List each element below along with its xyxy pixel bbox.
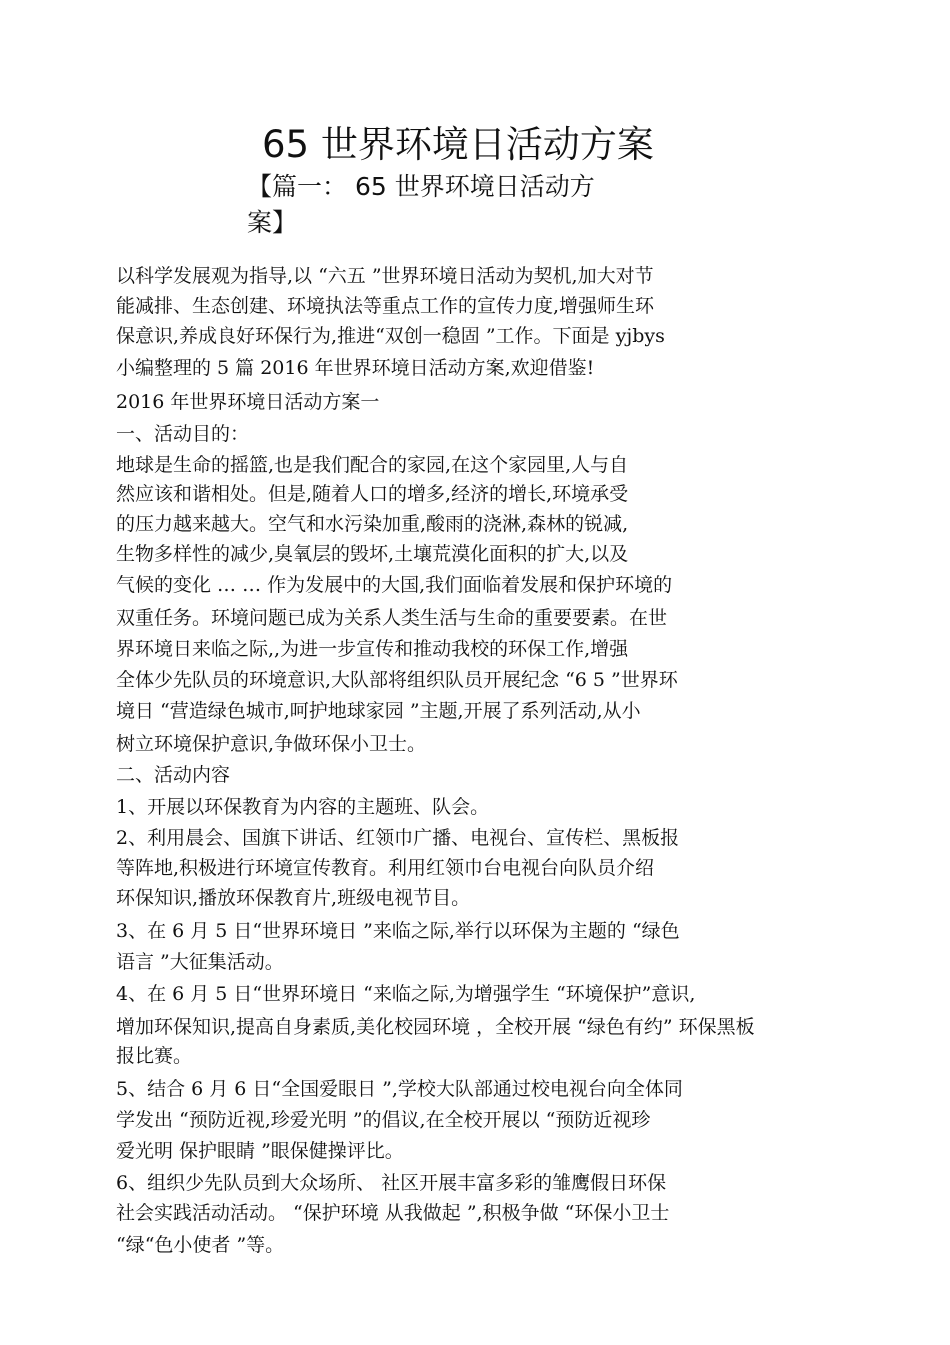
text-line: 增加环保知识,提高自身素质,美化校园环境 ，全校开展 “绿色有约” 环保黑板 (116, 1016, 755, 1038)
section-heading: 一、活动目的： (116, 423, 250, 445)
document-subtitle-continued: 案】 (247, 208, 298, 237)
text-line: 能减排、生态创建、环境执法等重点工作的宣传力度,增强师生环 (116, 295, 655, 317)
document-title: 65 世界环境日活动方案 (262, 123, 654, 166)
text-line: 小编整理的 5 篇 2016 年世界环境日活动方案,欢迎借鉴! (116, 357, 595, 379)
list-item: 6、组织少先队员到大众场所、 社区开展丰富多彩的雏鹰假日环保 (116, 1172, 667, 1194)
text-line: 环保知识,播放环保教育片,班级电视节目。 (116, 887, 471, 909)
document-subtitle: 【篇一： 65 世界环境日活动方 (247, 172, 595, 201)
text-line: 气候的变化 … … 作为发展中的大国,我们面临着发展和保护环境的 (116, 574, 673, 596)
list-item: 1、开展以环保教育为内容的主题班、队会。 (116, 796, 490, 818)
text-line: 树立环境保护意识,争做环保小卫士。 (116, 733, 427, 755)
text-line: 等阵地,积极进行环境宣传教育。利用红领巾台电视台向队员介绍 (116, 857, 655, 879)
section-heading: 二、活动内容 (116, 764, 231, 786)
text-line: 学发出 “预防近视,珍爱光明 ”的倡议,在全校开展以 “预防近视珍 (116, 1109, 651, 1131)
list-item: 2、利用晨会、国旗下讲话、红领巾广播、电视台、宣传栏、黑板报 (116, 827, 680, 849)
text-line: 社会实践活动活动。 “保护环境 从我做起 ”,积极争做 “环保小卫士 (116, 1202, 670, 1224)
section-heading: 2016 年世界环境日活动方案一 (116, 391, 380, 413)
text-line: 界环境日来临之际,,为进一步宣传和推动我校的环保工作,增强 (116, 638, 629, 660)
text-line: 生物多样性的减少,臭氧层的毁坏,土壤荒漠化面积的扩大,以及 (116, 543, 629, 565)
text-line: 然应该和谐相处。但是,随着人口的增多,经济的增长,环境承受 (116, 483, 629, 505)
text-line: 地球是生命的摇篮,也是我们配合的家园,在这个家园里,人与自 (116, 454, 629, 476)
text-line: 双重任务。环境问题已成为关系人类生活与生命的重要要素。在世 (116, 607, 668, 629)
text-line: 爱光明 保护眼睛 ”眼保健操评比。 (116, 1140, 404, 1162)
list-item: 5、结合 6 月 6 日“全国爱眼日 ”,学校大队部通过校电视台向全体同 (116, 1078, 683, 1100)
text-line: 报比赛。 (116, 1045, 193, 1067)
list-item: 4、在 6 月 5 日“世界环境日 “来临之际,为增强学生 “环境保护”意识, (116, 983, 696, 1005)
text-line: 全体少先队员的环境意识,大队部将组织队员开展纪念 “6 5 ”世界环 (116, 669, 678, 691)
text-line: 境日 “营造绿色城市,呵护地球家园 ”主题,开展了系列活动,从小 (116, 700, 641, 722)
list-item: 3、在 6 月 5 日“世界环境日 ”来临之际,举行以环保为主题的 “绿色 (116, 920, 680, 942)
text-line: 的压力越来越大。空气和水污染加重,酸雨的浇淋,森林的锐减, (116, 513, 629, 535)
text-line: 保意识,养成良好环保行为,推进“双创一稳固 ”工作。下面是 yjbys (116, 325, 665, 347)
text-line: 语言 ”大征集活动。 (116, 951, 284, 973)
text-line: 以科学发展观为指导,以 “六五 ”世界环境日活动为契机,加大对节 (116, 265, 654, 287)
text-line: “绿“色小使者 ”等。 (116, 1234, 285, 1256)
